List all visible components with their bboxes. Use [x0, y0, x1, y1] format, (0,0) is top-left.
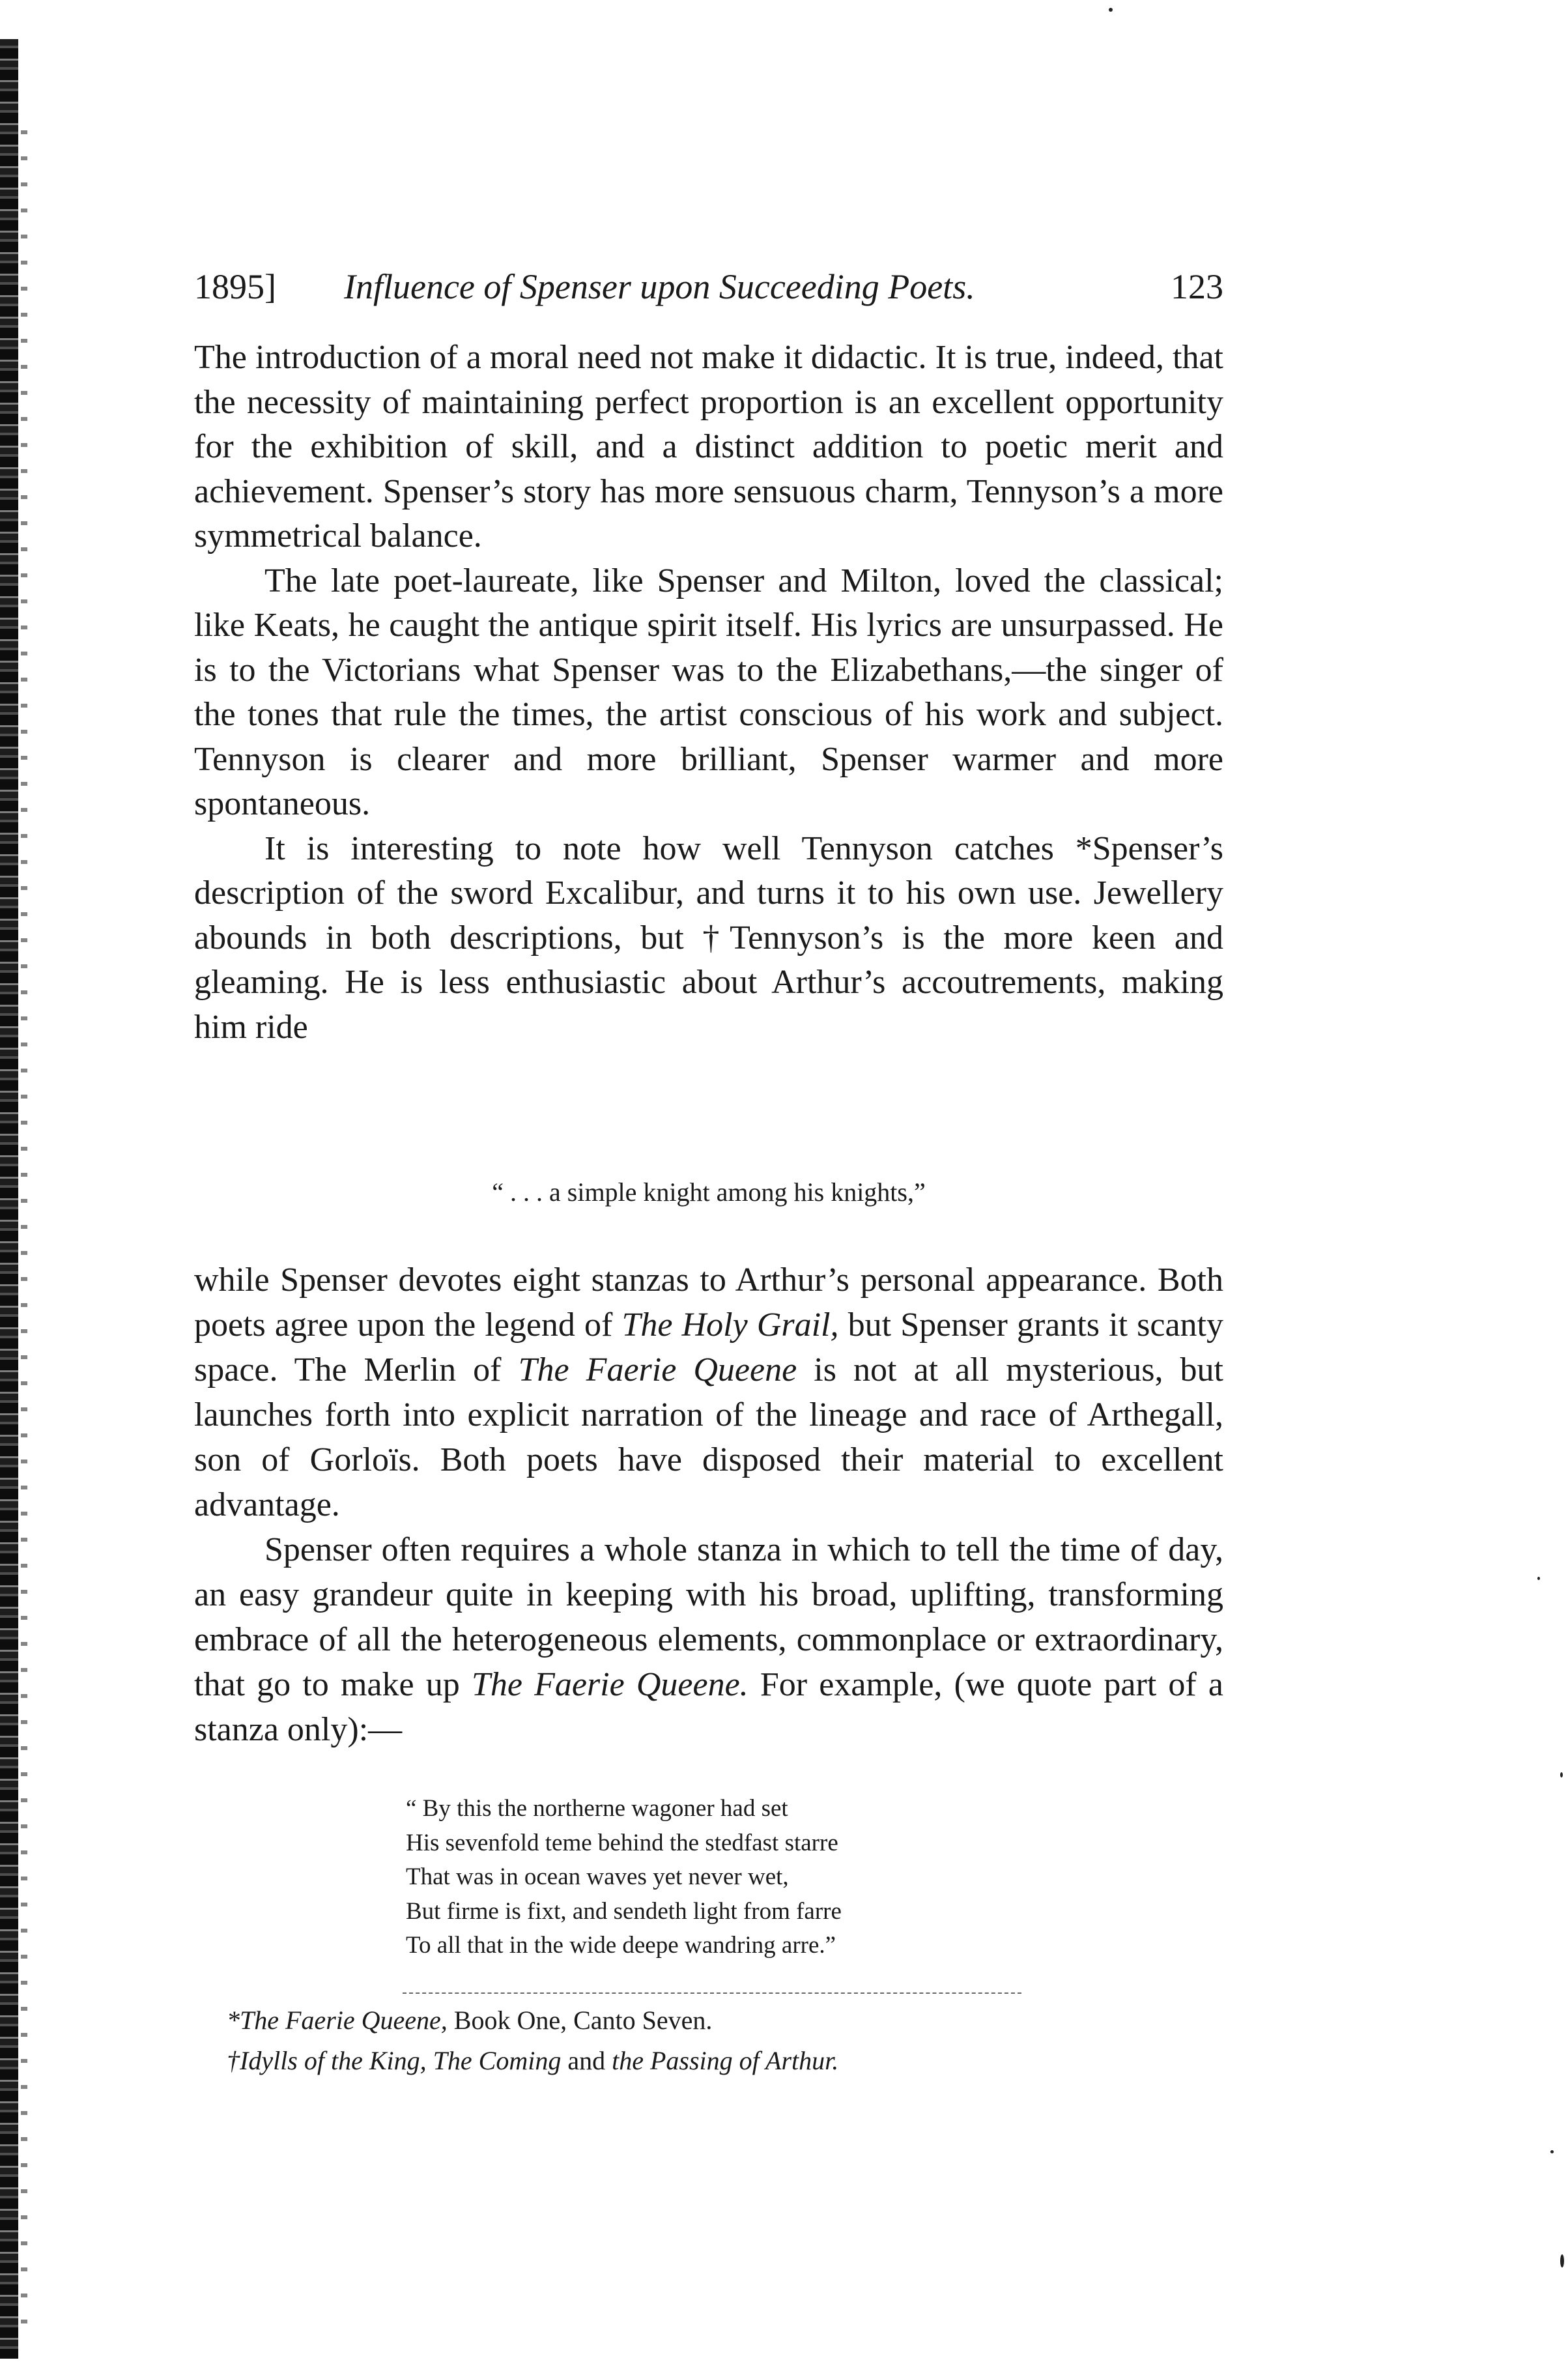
verse-quotation	[406, 1792, 1188, 1963]
italic-title: The Coming	[426, 2046, 562, 2075]
scan-speck	[1550, 2150, 1554, 2153]
paragraph: The late poet-laureate, like Spenser and Milton, loved the classical; like Keats, he caught the antique spirit itself. His lyrics are unsurpassed. He is to the Victorians what Spenser was to the Elizabethans,—the singer of the tones that rule the times, the artist conscious of his work and subject. Tennyson is clearer and more brilliant, Spenser warmer and more spontaneous.	[194, 562, 1223, 822]
footnote-rule	[403, 1992, 1021, 1994]
paragraph	[194, 1258, 1223, 1527]
italic-title: †Idylls of the King,	[227, 2046, 427, 2075]
text-run: For example, (we quote part of a stanza only):—	[194, 1666, 1224, 1748]
italic-title: The Faerie Queene.	[471, 1666, 748, 1703]
scan-binding-edge	[0, 39, 18, 2359]
text-run: and	[561, 2046, 612, 2075]
paragraph: It is interesting to note how well Tennyson catches *Spenser’s description of the sword Excalibur, and turns it to his own use. Jewellery abounds in both descriptions, but †Tennyson’s is the more keen and gleaming. He is less enthusiastic about Arthur’s accoutrements, making him ride	[194, 829, 1223, 1046]
body-text-lower	[194, 1258, 1223, 1752]
italic-title: The Faerie Queene	[518, 1351, 797, 1388]
italic-title: *The Faerie Queene,	[227, 2006, 448, 2035]
header-year: 1895]	[194, 267, 276, 306]
footnote	[227, 2000, 1204, 2041]
verse-line: That was in ocean waves yet never wet,	[406, 1863, 789, 1890]
scan-speck	[1560, 2254, 1564, 2267]
paragraph: The introduction of a moral need not make it didactic. It is true, indeed, that the necessity of maintaining perfect proportion is an excellent opportunity for the exhibition of skill, and a distinct addition to poetic merit and achievement. Spenser’s story has more sensuous charm, Tennyson’s a more symmetrical balance.	[194, 339, 1223, 554]
paragraph	[194, 1527, 1223, 1752]
text-run: Book One, Canto Seven.	[447, 2006, 713, 2035]
running-title: Influence of Spenser upon Succeeding Poets.	[344, 267, 975, 306]
scan-speck	[1109, 8, 1113, 12]
page-number: 123	[1171, 267, 1223, 306]
text-run: while Spenser devotes eight stanzas to Arthur’s personal appearance. Both poets agree upon the legend of	[194, 1261, 1223, 1344]
verse-line: His sevenfold teme behind the stedfast starre	[406, 1829, 838, 1856]
text-run: Spenser often requires a whole stanza in which to tell the time of day, an easy grandeur quite in keeping with his broad, uplifting, transforming embrace of all the heterogeneous elements, commonplace or extraordinary, that go to make up	[194, 1531, 1223, 1703]
italic-title: the Passing of Arthur.	[612, 2046, 839, 2075]
scan-speck	[1537, 1577, 1540, 1580]
text-run: but Spenser grants it scanty space. The Merlin of	[194, 1306, 1224, 1388]
scan-speck	[1560, 1772, 1563, 1777]
body-text-upper	[194, 336, 1223, 1050]
verse-line: But firme is fixt, and sendeth light from farre	[406, 1897, 842, 1925]
verse-line: To all that in the wide deepe wandring arre.”	[406, 1932, 836, 1959]
scan-binding-shadow	[21, 130, 27, 2346]
inline-quotation: “ . . . a simple knight among his knights,”	[492, 1177, 926, 1207]
verse-line: “ By this the northerne wagoner had set	[406, 1795, 788, 1822]
text-run: is not at all mysterious, but launches forth into explicit narration of the lineage and race of Arthegall, son of Gorloïs. Both poets have disposed their material to excellent advantage.	[194, 1351, 1223, 1523]
footnote	[227, 2041, 1204, 2081]
footnotes	[227, 2000, 1204, 2081]
italic-title: The Holy Grail,	[621, 1306, 839, 1344]
running-header	[188, 261, 1230, 313]
